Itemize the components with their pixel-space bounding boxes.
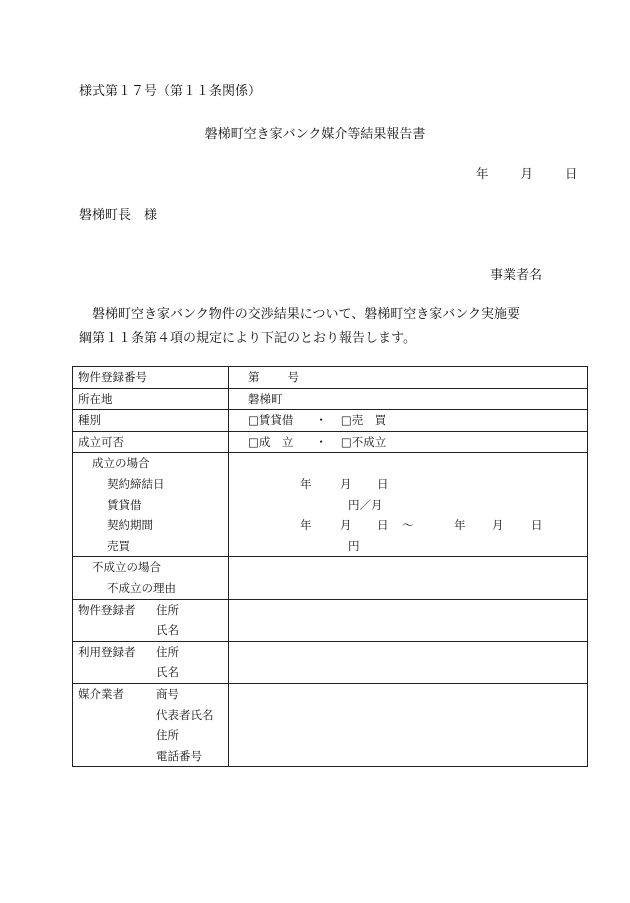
location-label: 所在地: [78, 391, 113, 406]
user-name-label: 氏名: [156, 665, 179, 680]
period-tilde: ～: [402, 518, 414, 533]
success-blank-line: [229, 453, 587, 474]
row-user: [73, 641, 588, 683]
result-no-checkbox[interactable]: □不成立: [340, 434, 387, 449]
owner-name-label: 氏名: [156, 623, 179, 638]
period-start-month: 月: [340, 518, 352, 533]
date-line: [476, 164, 578, 182]
sale-label: 売買: [107, 538, 130, 553]
reg-no-prefix: 第: [248, 370, 260, 384]
broker-address-label: 住所: [156, 728, 179, 743]
type-options: [229, 410, 587, 431]
owner-value: [229, 599, 588, 641]
contract-date-label: 契約締結日: [107, 476, 165, 491]
row-location: [73, 388, 588, 410]
user-label: 利用登録者: [78, 644, 136, 659]
rent-label: 賃貸借: [107, 497, 142, 512]
body-line-2: 綱第１１条第４項の規定により下記のとおり報告します。: [79, 331, 416, 346]
period-start-year: 年: [300, 518, 312, 533]
row-fail-case: [73, 557, 588, 599]
row-registration-number: [73, 367, 588, 389]
period-end-day: 日: [531, 518, 543, 533]
type-rent-checkbox[interactable]: □賃貸借: [248, 413, 294, 428]
fail-case-label: 不成立の場合: [92, 560, 161, 575]
document-title: 磐梯町空き家バンク媒介等結果報告書: [204, 127, 426, 142]
contract-day: 日: [377, 476, 389, 491]
owner-address-line: [73, 600, 228, 621]
result-dot: ・: [315, 434, 327, 449]
rent-unit: 円／月: [348, 497, 383, 512]
result-label: 成立可否: [78, 434, 124, 449]
period-value: [229, 515, 587, 536]
reg-no-label: 物件登録番号: [78, 370, 147, 384]
row-type: [73, 410, 588, 432]
applicant-label: 事業者名: [490, 268, 543, 283]
reg-no-suffix: 号: [287, 370, 299, 384]
body-line-1: 磐梯町空き家バンク物件の交渉結果について、磐梯町空き家バンク実施要: [92, 307, 520, 322]
date-year: 年: [476, 166, 489, 181]
row-success-case: [73, 453, 588, 557]
broker-trade-line: [73, 684, 228, 705]
contract-date-value: [229, 474, 587, 495]
success-case-label: 成立の場合: [92, 456, 150, 471]
broker-trade-name-label: 商号: [156, 686, 179, 701]
location-value: 磐梯町: [248, 391, 283, 406]
report-table: [72, 366, 588, 767]
row-broker: [73, 683, 588, 766]
period-start-day: 日: [377, 518, 389, 533]
date-day: 日: [565, 166, 578, 181]
sale-value: [229, 536, 587, 557]
result-options: [229, 432, 587, 453]
rent-value: [229, 495, 587, 516]
user-address-line: [73, 642, 228, 663]
contract-month: 月: [340, 476, 352, 491]
result-yes-checkbox[interactable]: □成 立: [248, 434, 294, 449]
period-end-month: 月: [492, 518, 504, 533]
type-label: 種別: [78, 413, 101, 428]
contract-year: 年: [300, 476, 312, 491]
user-address-label: 住所: [156, 644, 179, 659]
broker-rep-name-label: 代表者氏名: [156, 707, 214, 722]
owner-label: 物件登録者: [78, 602, 136, 617]
owner-address-label: 住所: [156, 602, 179, 617]
fail-reason-label: 不成立の理由: [107, 580, 176, 595]
type-dot: ・: [315, 413, 327, 428]
type-sale-checkbox[interactable]: □売 買: [340, 413, 387, 428]
row-owner: [73, 599, 588, 641]
reg-no-value: [229, 367, 587, 388]
user-value: [229, 641, 588, 683]
addressee: 磐梯町長 様: [79, 208, 158, 223]
broker-label: 媒介業者: [78, 686, 124, 701]
broker-phone-label: 電話番号: [156, 748, 202, 763]
period-label: 契約期間: [107, 518, 153, 533]
body-text: [79, 303, 584, 351]
period-end-year: 年: [454, 518, 466, 533]
sale-unit: 円: [348, 538, 360, 553]
fail-reason-value: [229, 557, 588, 599]
row-result: [73, 431, 588, 453]
broker-value: [229, 683, 588, 766]
date-month: 月: [520, 166, 534, 181]
form-number: 様式第１７号（第１１条関係）: [79, 84, 262, 99]
